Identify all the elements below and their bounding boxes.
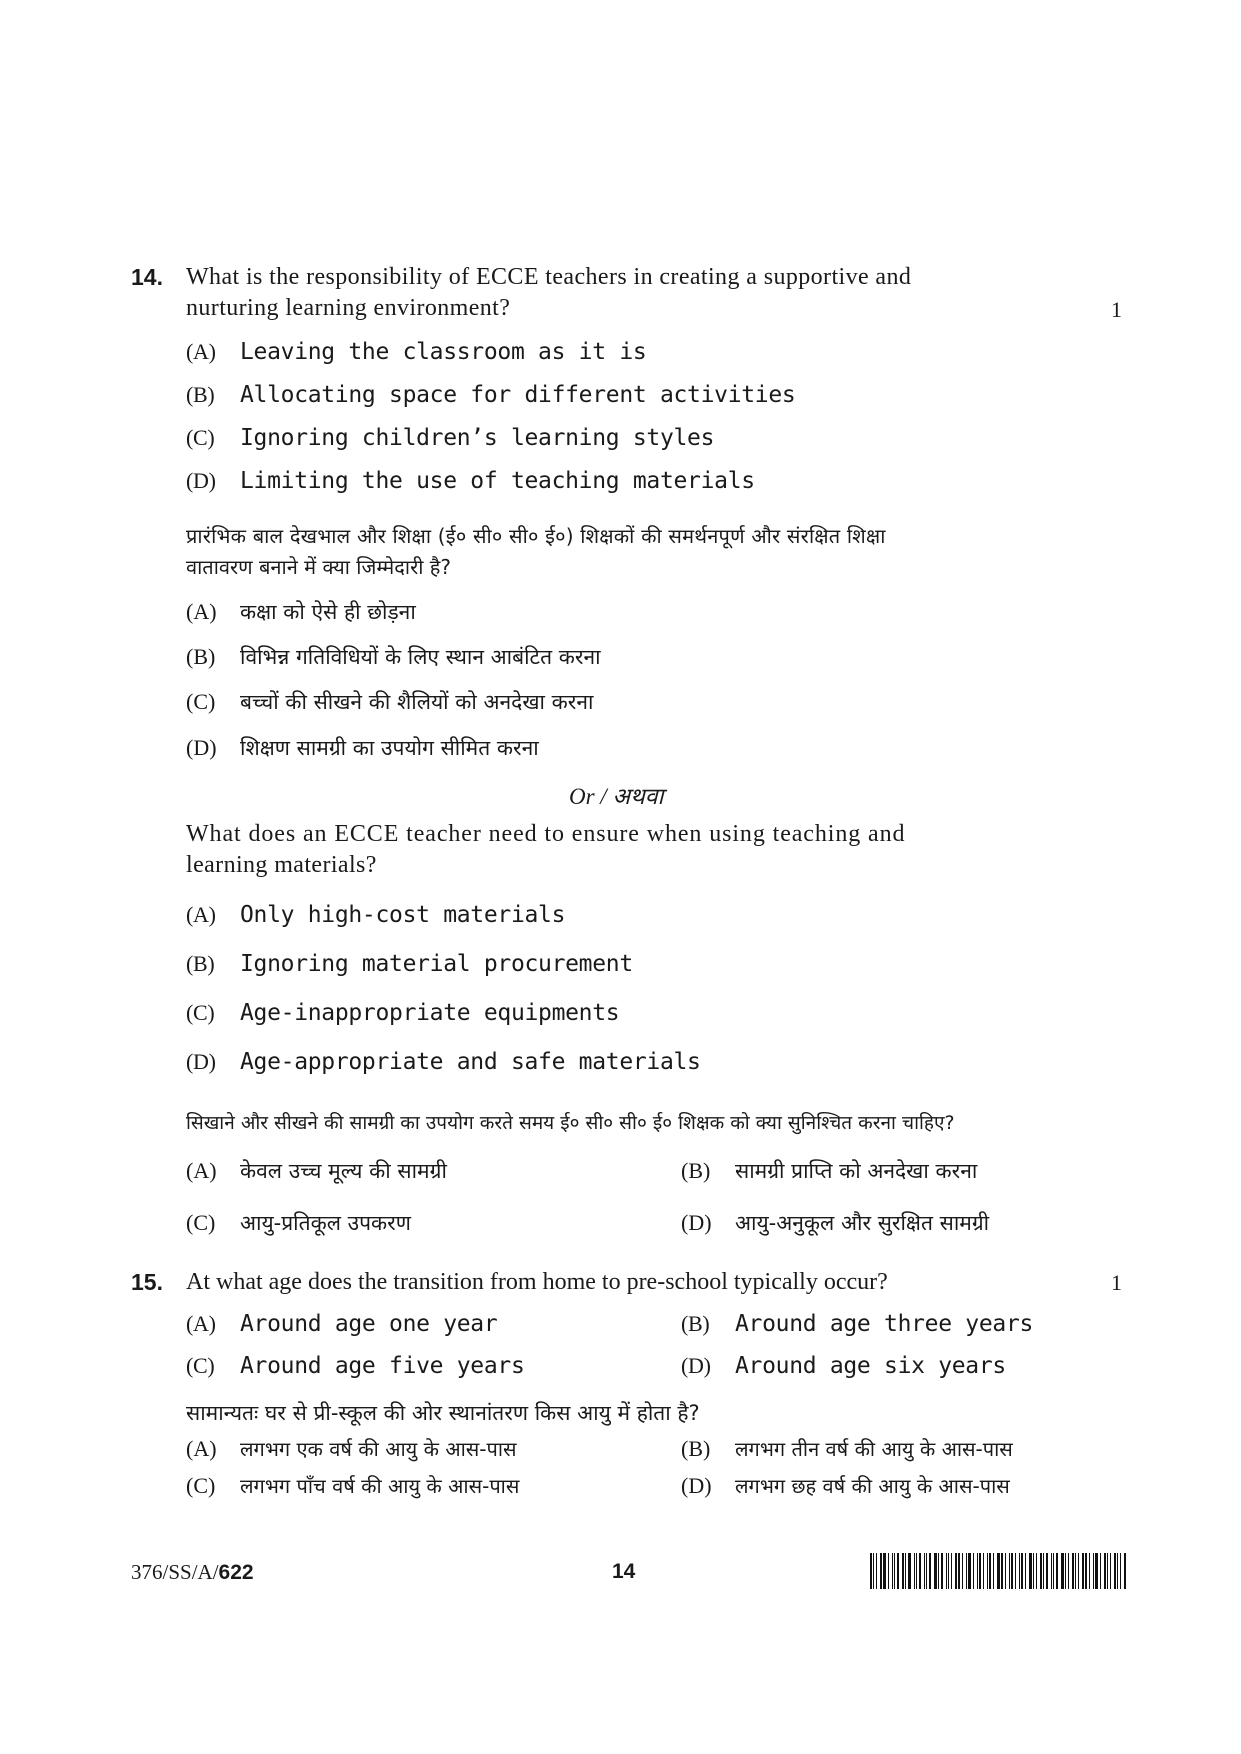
option-text: Age-appropriate and safe materials: [240, 1049, 701, 1075]
barcode-bar: [883, 1553, 886, 1589]
option-label: (C): [186, 689, 216, 714]
option-text: विभिन्न गतिविधियों के लिए स्थान आबंटित करना: [240, 645, 601, 669]
q14-hindi-option-d: [186, 734, 539, 762]
option-text: बच्चों की सीखने की शैलियों को अनदेखा करना: [240, 690, 594, 714]
q15-hindi-option-b: [681, 1435, 1013, 1462]
paper-code-prefix: 376/SS/A/: [131, 1560, 219, 1584]
q14-alt-option-c: [186, 1000, 619, 1026]
barcode-bar: [1025, 1553, 1026, 1589]
barcode-bar: [1085, 1553, 1087, 1589]
option-text: कक्षा को ऐसे ही छोड़ना: [240, 600, 416, 624]
barcode-bar: [997, 1553, 1000, 1589]
barcode-bar: [983, 1553, 984, 1589]
question-14-hindi-line2: वातावरण बनाने में क्या जिम्मेदारी है?: [186, 555, 452, 579]
barcode-bar: [1104, 1553, 1106, 1589]
q14-hindi-option-c: [186, 688, 593, 716]
barcode-bar: [873, 1553, 874, 1589]
option-label: (B): [681, 1311, 710, 1336]
option-text: आयु-अनुकूल और सुरक्षित सामग्री: [735, 1211, 990, 1235]
option-label: (B): [681, 1158, 711, 1183]
barcode-bar: [1029, 1553, 1032, 1589]
barcode-bar: [968, 1553, 971, 1589]
barcode-bar: [919, 1553, 921, 1589]
barcode-bar: [1114, 1553, 1116, 1589]
q14-alt-option-d: [186, 1049, 701, 1075]
barcode-bar: [966, 1553, 967, 1589]
barcode-bar: [1019, 1553, 1020, 1589]
barcode-bar: [938, 1553, 939, 1589]
barcode-bar: [916, 1553, 917, 1589]
barcode-bar: [1100, 1553, 1101, 1589]
q14-option-a: [186, 339, 646, 365]
option-label: (C): [186, 425, 215, 450]
barcode-bar: [1015, 1553, 1016, 1589]
barcode-bar: [902, 1553, 904, 1589]
barcode-bar: [876, 1553, 877, 1589]
barcode-bar: [993, 1553, 994, 1589]
barcode-bar: [1089, 1553, 1090, 1589]
q15-option-a: [186, 1311, 497, 1337]
barcode-bar: [870, 1553, 872, 1589]
barcode-bar: [1021, 1553, 1023, 1589]
barcode-bar: [1117, 1553, 1118, 1589]
option-label: (C): [186, 1000, 215, 1025]
barcode-bar: [897, 1553, 899, 1589]
option-text: लगभग एक वर्ष की आयु के आस-पास: [240, 1437, 517, 1461]
question-15-number: 15.: [131, 1269, 163, 1295]
barcode-bar: [955, 1553, 957, 1589]
barcode-bar: [1053, 1553, 1054, 1589]
option-label: (B): [186, 382, 215, 407]
barcode-bar: [973, 1553, 974, 1589]
option-label: (B): [681, 1436, 711, 1461]
option-text: Ignoring children’s learning styles: [240, 425, 715, 451]
option-text: आयु-प्रतिकूल उपकरण: [240, 1211, 411, 1235]
q14-option-d: [186, 468, 755, 494]
q14-alt-option-a: [186, 902, 565, 928]
question-15-hindi: सामान्यतः घर से प्री-स्कूल की ओर स्थानांतरण किस आयु में होता है?: [186, 1401, 700, 1425]
barcode-bar: [1061, 1553, 1064, 1589]
option-text: Limiting the use of teaching materials: [240, 468, 755, 494]
option-label: (B): [186, 951, 215, 976]
option-label: (C): [186, 1210, 216, 1235]
barcode-bar: [1107, 1553, 1108, 1589]
q14-alt-hindi-option-c: [186, 1209, 411, 1237]
option-label: (C): [186, 1473, 216, 1498]
barcode-bar: [1005, 1553, 1006, 1589]
barcode-bar: [894, 1553, 895, 1589]
option-text: Age-inappropriate equipments: [240, 1000, 620, 1026]
barcode-bar: [1033, 1553, 1034, 1589]
option-text: Around age three years: [735, 1311, 1034, 1337]
barcode-bar: [1110, 1553, 1111, 1589]
barcode-bar: [1009, 1553, 1010, 1589]
barcode-bar: [1068, 1553, 1069, 1589]
q15-hindi-option-a: [186, 1435, 517, 1462]
barcode-bar: [987, 1553, 988, 1589]
barcode-bar: [989, 1553, 991, 1589]
option-text: लगभग तीन वर्ष की आयु के आस-पास: [735, 1437, 1013, 1461]
barcode-bar: [1001, 1553, 1003, 1589]
option-label: (A): [186, 339, 216, 364]
barcode-bar: [888, 1553, 889, 1589]
question-15-text: At what age does the transition from home to pre-school typically occur?: [186, 1269, 888, 1295]
barcode-bar: [926, 1553, 927, 1589]
q14-option-c: [186, 425, 714, 451]
option-label: (A): [186, 1158, 217, 1183]
option-text: Allocating space for different activities: [240, 382, 796, 408]
option-text: केवल उच्च मूल्य की सामग्री: [240, 1159, 447, 1183]
option-text: लगभग छह वर्ष की आयु के आस-पास: [735, 1474, 1010, 1498]
barcode-bar: [1095, 1553, 1098, 1589]
barcode-bar: [914, 1553, 915, 1589]
barcode-bar: [908, 1553, 911, 1589]
barcode-bar: [905, 1553, 906, 1589]
option-text: Around age one year: [240, 1311, 498, 1337]
q14-alt-hindi-option-a: [186, 1157, 447, 1185]
option-label: (D): [186, 735, 217, 760]
q15-option-d: [681, 1353, 1006, 1379]
page-number: 14: [612, 1560, 636, 1583]
option-text: Around age six years: [735, 1353, 1006, 1379]
paper-code: [131, 1560, 254, 1585]
option-label: (A): [186, 599, 217, 624]
question-15-marks: 1: [1111, 1270, 1122, 1295]
option-text: शिक्षण सामग्री का उपयोग सीमित करना: [240, 736, 539, 760]
option-text: लगभग पाँच वर्ष की आयु के आस-पास: [240, 1474, 520, 1498]
barcode-bar: [1065, 1553, 1066, 1589]
barcode-bar: [924, 1553, 925, 1589]
barcode-bar: [934, 1553, 937, 1589]
option-label: (D): [681, 1210, 712, 1235]
or-separator: Or / अथवा: [569, 784, 664, 809]
option-label: (B): [186, 644, 216, 669]
option-label: (D): [681, 1473, 712, 1498]
barcode-bar: [958, 1553, 960, 1589]
option-text: Around age five years: [240, 1353, 525, 1379]
q15-hindi-option-c: [186, 1472, 519, 1499]
option-text: Ignoring material procurement: [240, 951, 633, 977]
barcode-bar: [941, 1553, 943, 1589]
q15-option-c: [186, 1353, 525, 1379]
barcode-bar: [948, 1553, 949, 1589]
q14-hindi-option-a: [186, 598, 416, 626]
barcode-bar: [946, 1553, 947, 1589]
option-label: (D): [186, 468, 216, 493]
barcode-bar: [977, 1553, 978, 1589]
option-label: (D): [186, 1049, 216, 1074]
barcode-bar: [1011, 1553, 1013, 1589]
question-14-alt-line1: What does an ECCE teacher need to ensure when using teaching and: [186, 821, 906, 847]
q14-hindi-option-b: [186, 643, 601, 671]
q14-option-b: [186, 382, 795, 408]
q15-hindi-option-d: [681, 1472, 1010, 1499]
question-14-text-line2: nurturing learning environment?: [186, 295, 511, 321]
question-14-alt-hindi: सिखाने और सीखने की सामग्री का उपयोग करते समय ई० सी० सी० ई० शिक्षक को क्या सुनिश्चित करना चाहिए?: [186, 1112, 955, 1134]
barcode-bar: [1124, 1553, 1126, 1589]
barcode-bar: [929, 1553, 931, 1589]
option-label: (A): [186, 1311, 216, 1336]
barcode-bar: [1120, 1553, 1121, 1589]
option-label: (A): [186, 902, 216, 927]
barcode-bar: [1051, 1553, 1052, 1589]
barcode-bar: [1072, 1553, 1074, 1589]
barcode-bar: [1036, 1553, 1037, 1589]
question-14-marks: 1: [1111, 297, 1122, 322]
barcode-bar: [979, 1553, 981, 1589]
question-14-alt-line2: learning materials?: [186, 852, 377, 878]
option-text: Leaving the classroom as it is: [240, 339, 647, 365]
option-label: (C): [186, 1353, 215, 1378]
q14-alt-hindi-option-d: [681, 1209, 989, 1237]
option-label: (D): [681, 1353, 711, 1378]
barcode-icon: [870, 1553, 1130, 1589]
barcode-bar: [962, 1553, 963, 1589]
barcode-bar: [1082, 1553, 1084, 1589]
question-14-hindi-line1: प्रारंभिक बाल देखभाल और शिक्षा (ई० सी० सी० ई०) शिक्षकों की समर्थनपूर्ण और संरक्षित शिक्षा: [186, 524, 886, 548]
option-text: Only high-cost materials: [240, 902, 566, 928]
option-text: सामग्री प्राप्ति को अनदेखा करना: [735, 1159, 978, 1183]
q14-alt-hindi-option-b: [681, 1157, 977, 1185]
barcode-bar: [951, 1553, 952, 1589]
barcode-bar: [1040, 1553, 1042, 1589]
paper-code-number: 622: [218, 1561, 254, 1584]
barcode-bar: [1075, 1553, 1076, 1589]
barcode-bar: [1043, 1553, 1044, 1589]
barcode-bar: [892, 1553, 893, 1589]
barcode-bar: [1056, 1553, 1058, 1589]
q14-alt-option-b: [186, 951, 633, 977]
q15-option-b: [681, 1311, 1033, 1337]
barcode-bar: [1046, 1553, 1048, 1589]
question-14-number: 14.: [131, 264, 163, 290]
barcode-bar: [1078, 1553, 1079, 1589]
option-label: (A): [186, 1436, 217, 1461]
barcode-bar: [880, 1553, 882, 1589]
question-14-text-line1: What is the responsibility of ECCE teachers in creating a supportive and: [186, 264, 912, 290]
barcode-bar: [1093, 1553, 1094, 1589]
